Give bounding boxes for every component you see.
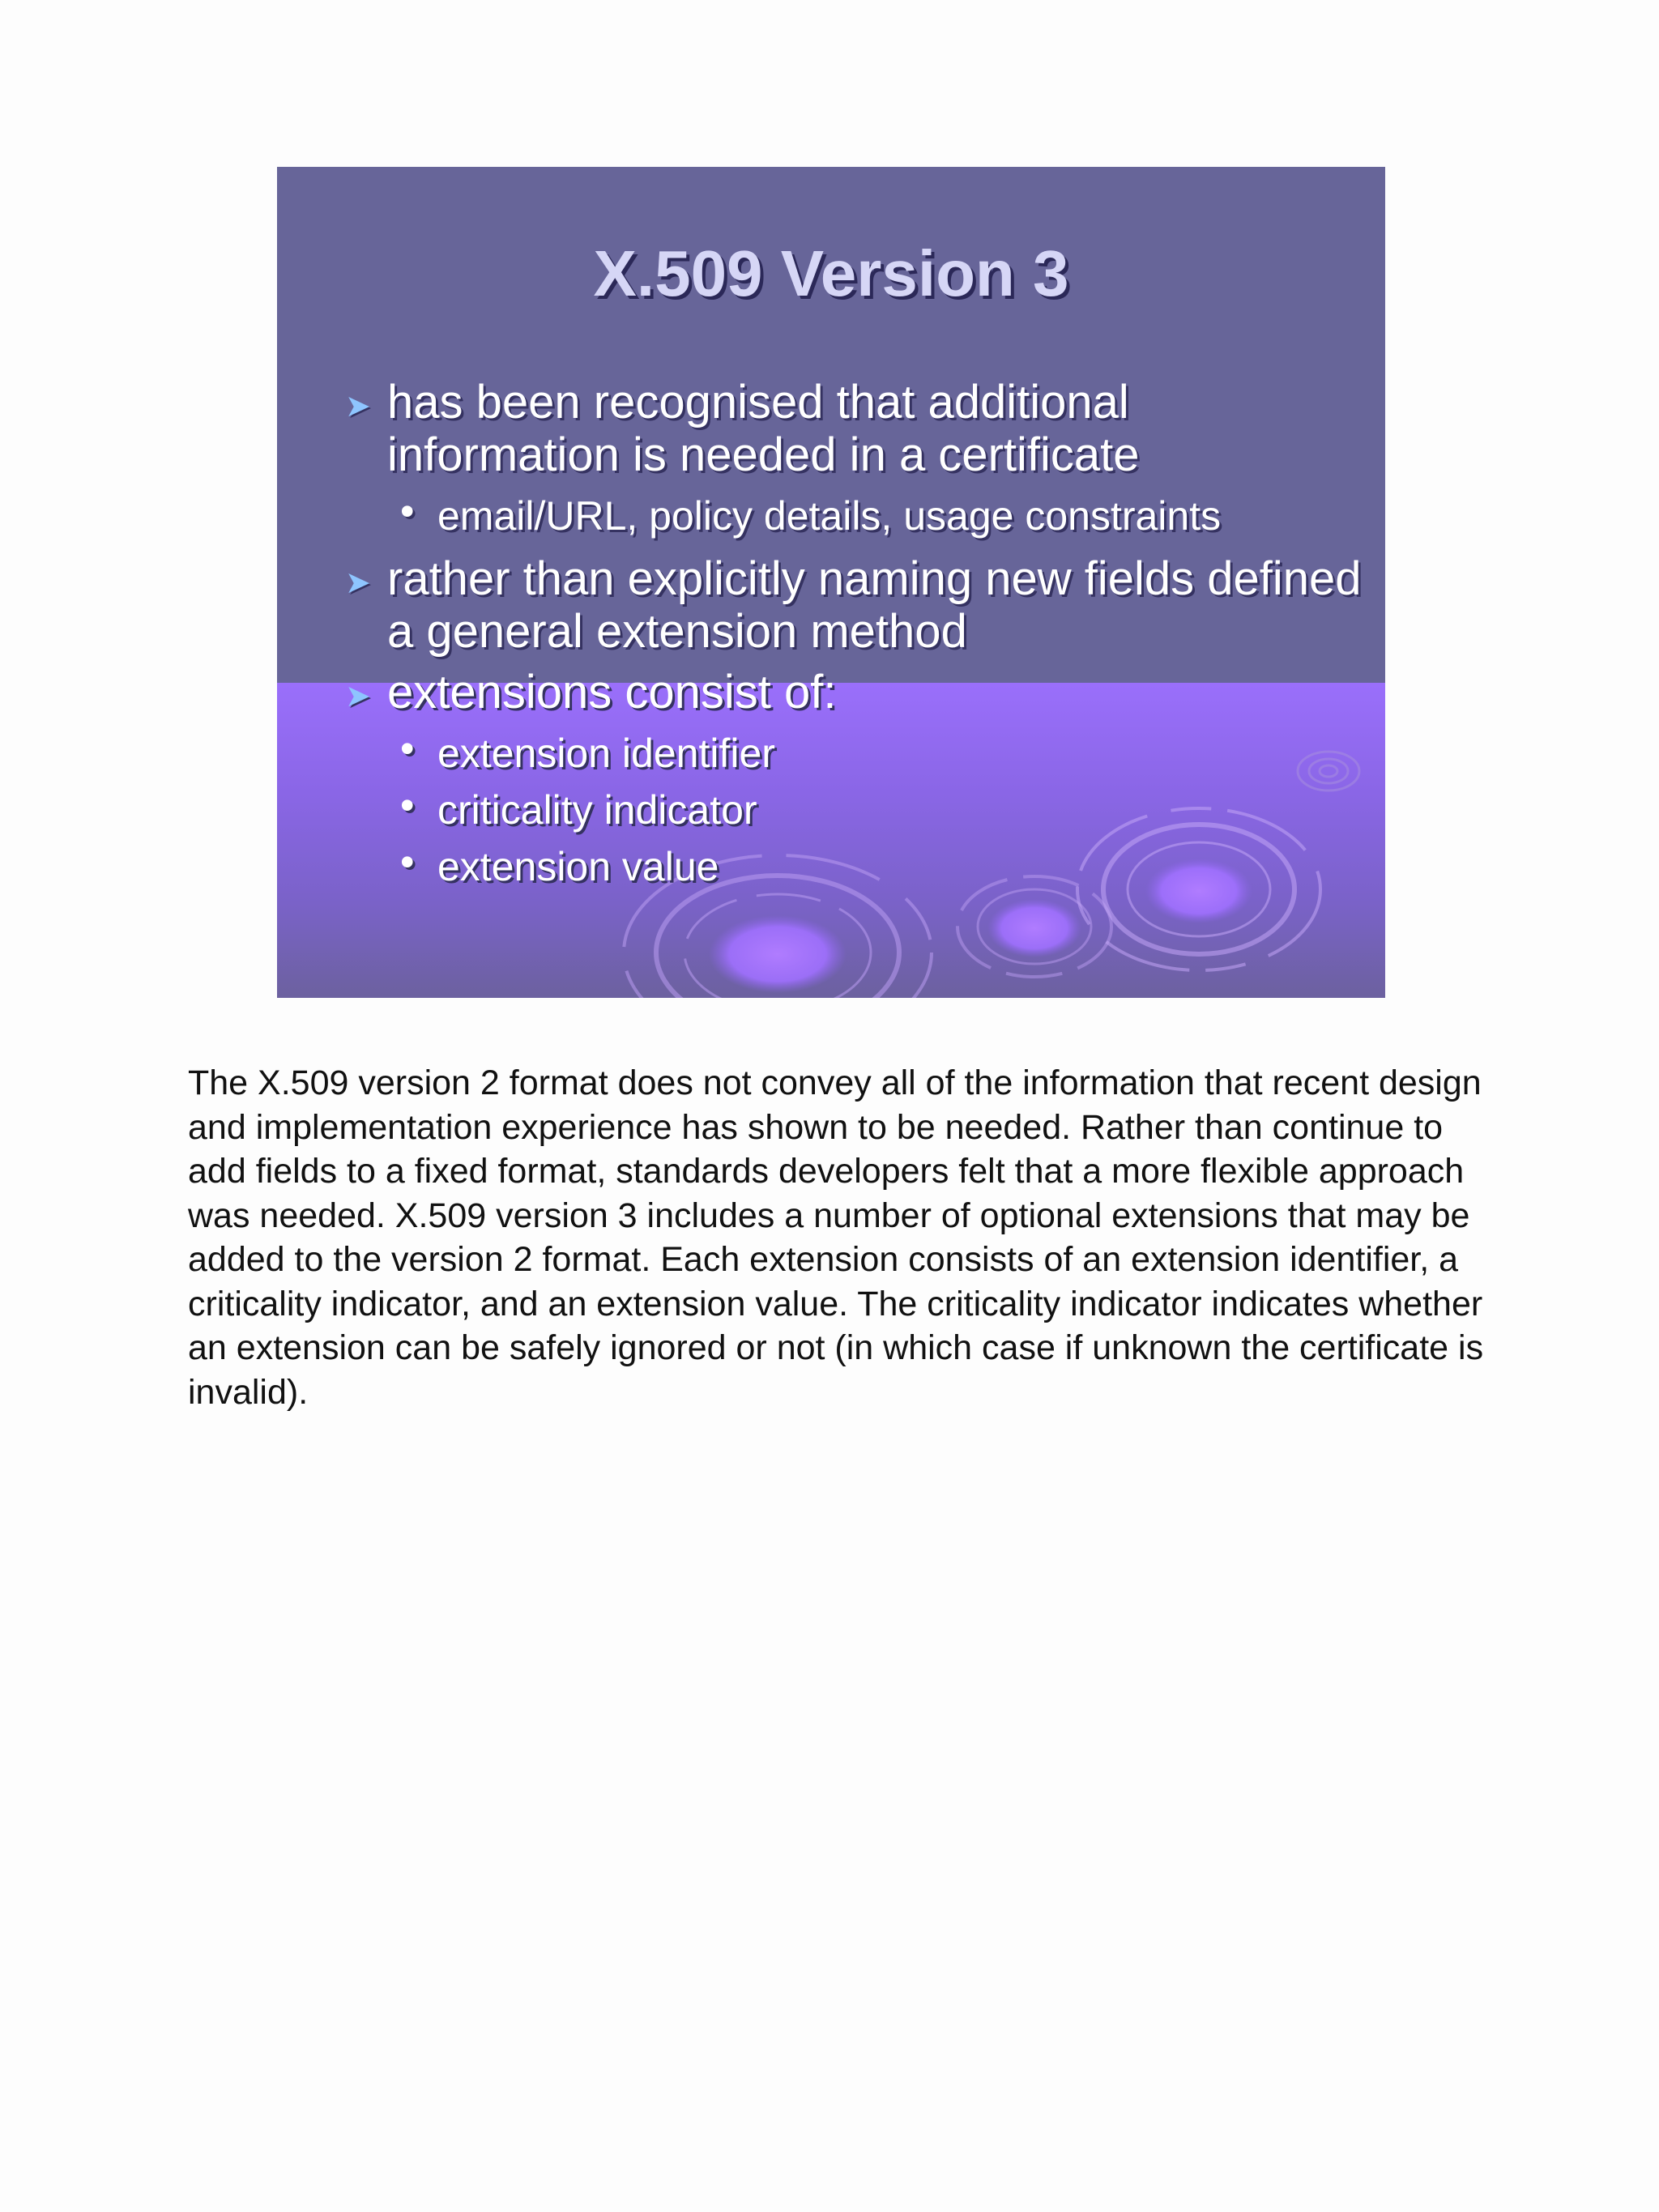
arrowhead-bullet-icon: ➤ bbox=[345, 566, 371, 600]
sub-bullet-item bbox=[387, 838, 1366, 895]
slide bbox=[277, 167, 1385, 998]
bullet-text: has been recognised that additional information is needed in a certificate bbox=[387, 376, 1140, 481]
bullet-item bbox=[345, 552, 1366, 658]
sub-bullet-text: extension identifier bbox=[437, 731, 775, 776]
sub-bullet-text: email/URL, policy details, usage constraints bbox=[437, 493, 1222, 539]
dot-bullet-icon: • bbox=[400, 839, 415, 884]
dot-bullet-icon: • bbox=[400, 782, 415, 828]
sub-bullet-text: criticality indicator bbox=[437, 787, 757, 833]
dot-bullet-icon: • bbox=[400, 726, 415, 771]
sub-bullet-list bbox=[387, 725, 1366, 895]
slide-title: X.509 Version 3 bbox=[593, 237, 1069, 309]
bullet-text: rather than explicitly naming new fields defined a general extension method bbox=[387, 552, 1362, 658]
arrowhead-bullet-icon: ➤ bbox=[345, 390, 371, 424]
bullet-text: extensions consist of: bbox=[387, 666, 837, 718]
sub-bullet-item bbox=[387, 488, 1366, 544]
bullet-item bbox=[345, 666, 1366, 895]
slide-bullet-list bbox=[345, 376, 1366, 903]
sub-bullet-item bbox=[387, 782, 1366, 838]
dot-bullet-icon: • bbox=[400, 488, 415, 534]
sub-bullet-item bbox=[387, 725, 1366, 782]
arrowhead-bullet-icon: ➤ bbox=[345, 680, 371, 714]
speaker-notes: The X.509 version 2 format does not convey all of the information that recent design and implementation experience has shown to be needed. Rather than continue to add fields to a fixed format, standards developers felt that a more flexible approach was needed. X.509 version 3 includes a number of optional extensions that may be added to the version 2 format. Each extension consists of an extension identifier, a criticality indicator, and an extension value. The criticality indicator indicates whether an extension can be safely ignored or not (in which case if unknown the certificate is invalid). bbox=[188, 1063, 1484, 1412]
sub-bullet-text: extension value bbox=[437, 844, 719, 889]
bullet-item bbox=[345, 376, 1366, 544]
sub-bullet-list bbox=[387, 488, 1366, 544]
